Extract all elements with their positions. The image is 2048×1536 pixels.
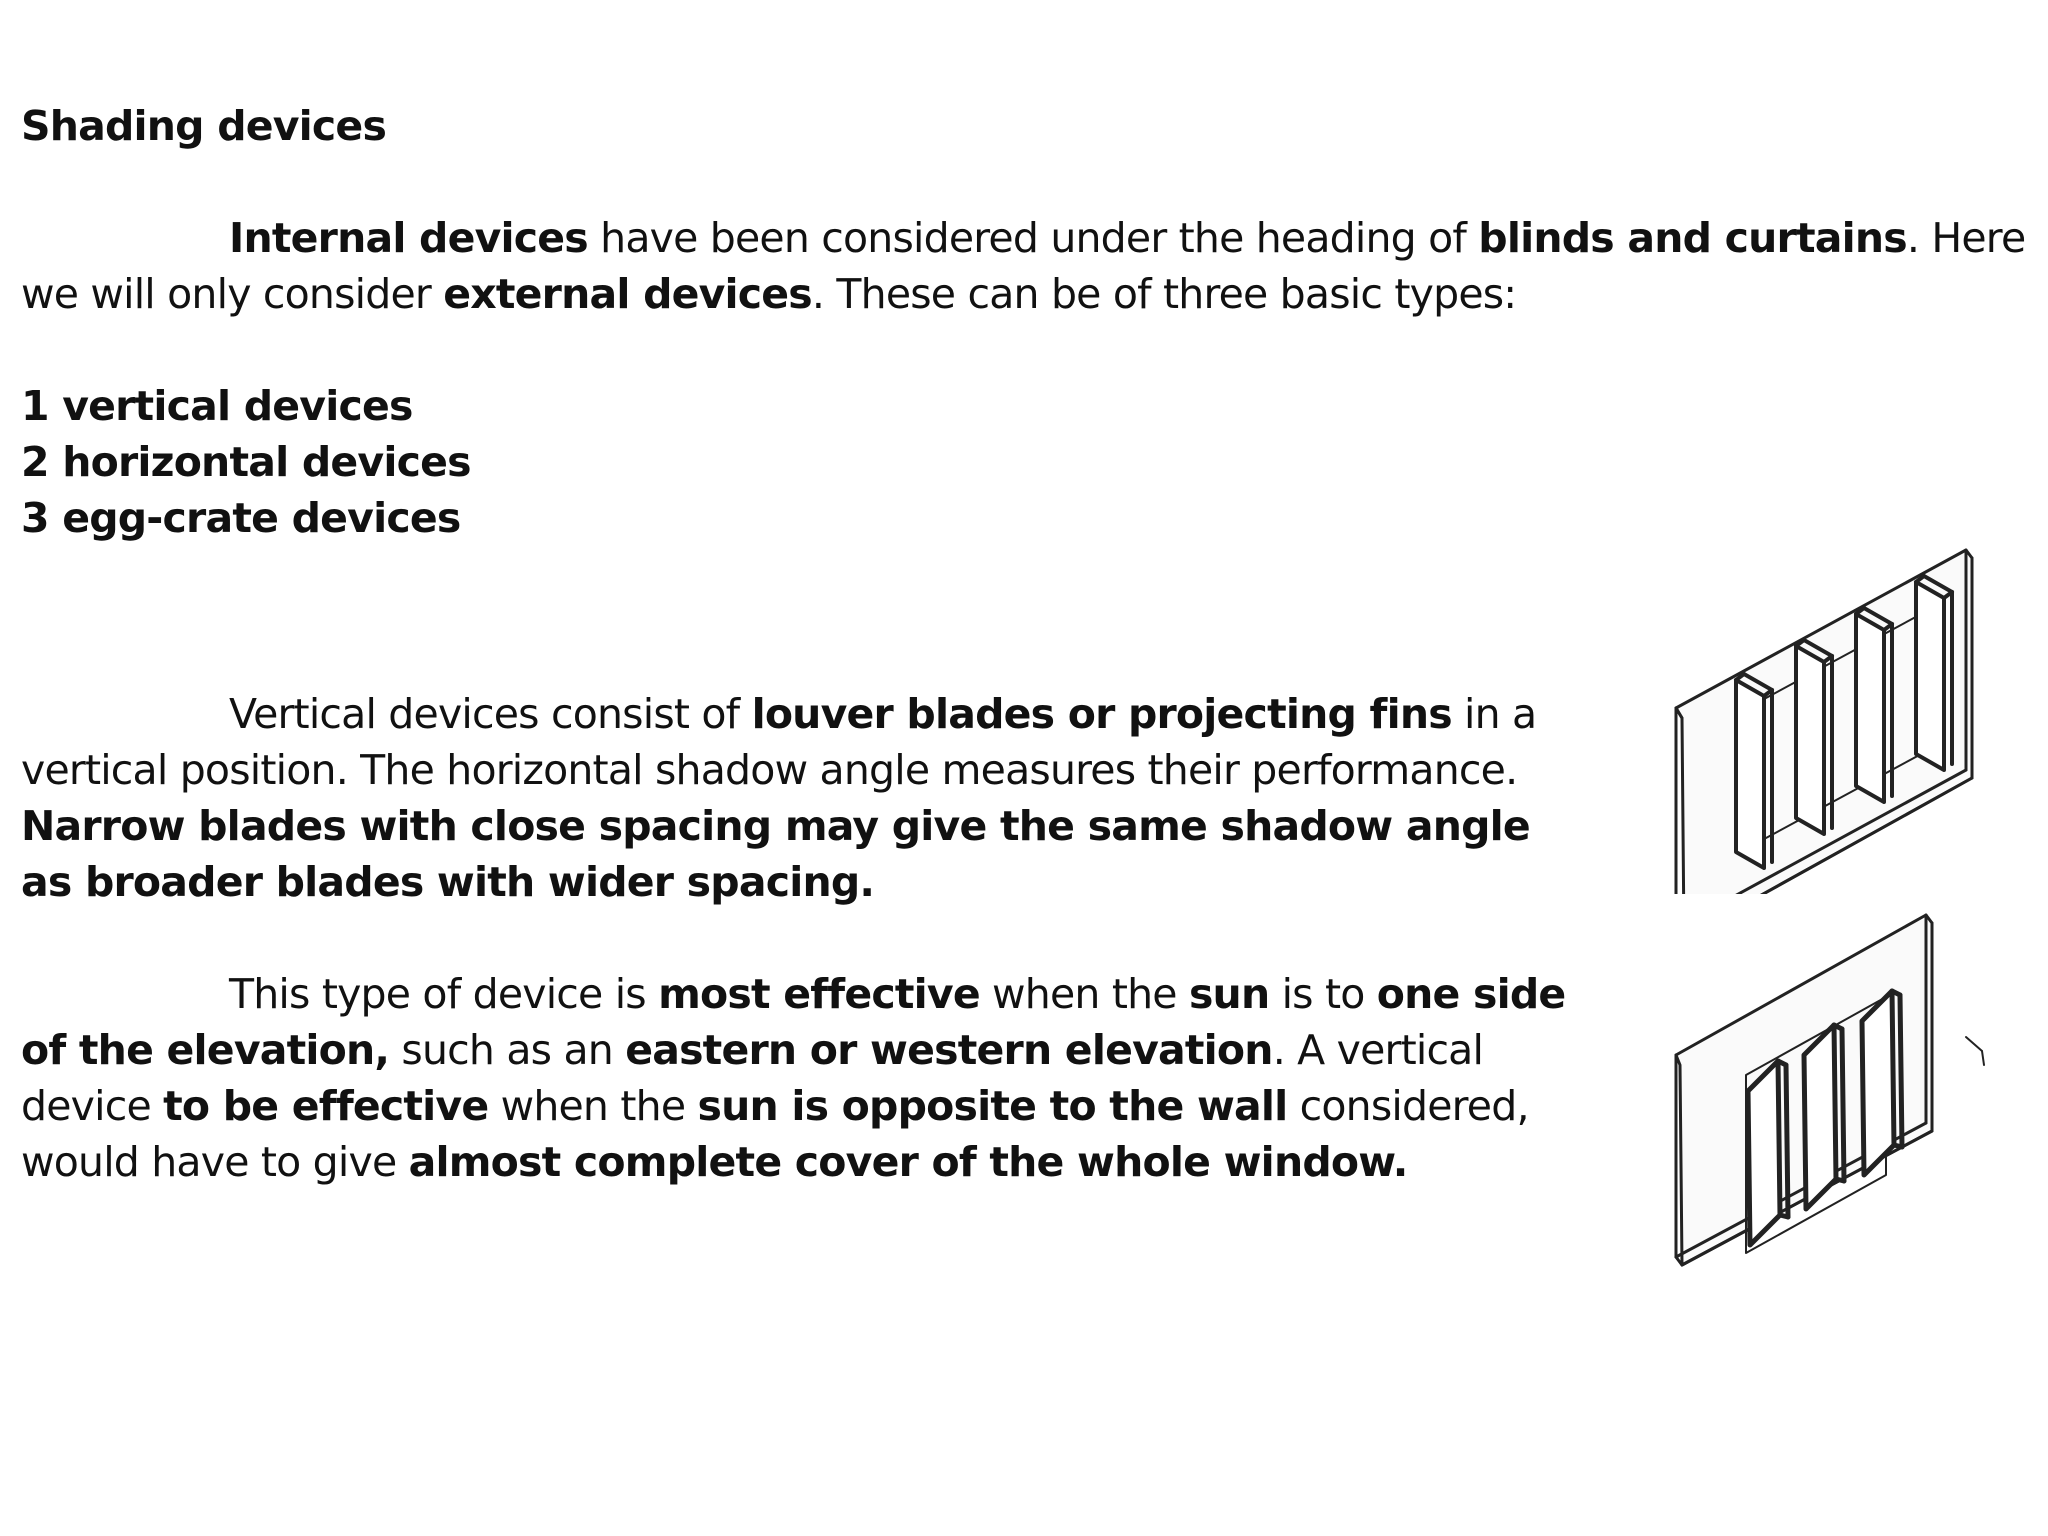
intro-text-1: have been considered under the heading of bbox=[587, 214, 1479, 262]
eff-one-side: one side of the elevation, bbox=[21, 970, 1566, 1074]
intro-paragraph bbox=[21, 210, 2031, 322]
intro-internal-devices: Internal devices bbox=[229, 214, 588, 262]
vertical-devices-paragraph bbox=[21, 686, 1581, 910]
eff-sun: sun bbox=[1188, 970, 1270, 1018]
eff-text-7: considered, would have to give bbox=[21, 1082, 1529, 1186]
vertical-fins-perpendicular-icon bbox=[1636, 528, 2008, 894]
page-title: Shading devices bbox=[21, 102, 387, 150]
eff-text-5: . A vertical device bbox=[21, 1026, 1484, 1130]
intro-text-2: . Here we will only consider bbox=[21, 214, 2026, 318]
list-item: 3 egg-crate devices bbox=[21, 494, 461, 542]
eff-text-2: when the bbox=[979, 970, 1189, 1018]
intro-blinds-curtains: blinds and curtains bbox=[1478, 214, 1907, 262]
vertical-louver-blades: louver blades or projecting fins bbox=[751, 690, 1452, 738]
eff-text-6: when the bbox=[488, 1082, 698, 1130]
effectiveness-paragraph bbox=[21, 966, 1581, 1190]
eff-sun-opposite: sun is opposite to the wall bbox=[697, 1082, 1288, 1130]
device-types-list bbox=[21, 378, 471, 546]
eff-text-3: is to bbox=[1269, 970, 1377, 1018]
vertical-fins-angled-icon bbox=[1636, 905, 2008, 1325]
vertical-narrow-blades: Narrow blades with close spacing may give the same shadow angle as broader blades with wider spacing. bbox=[21, 802, 1530, 906]
list-item: 1 vertical devices bbox=[21, 382, 413, 430]
eff-east-west: eastern or western elevation bbox=[625, 1026, 1273, 1074]
eff-text-4: such as an bbox=[389, 1026, 626, 1074]
eff-most-effective: most effective bbox=[658, 970, 980, 1018]
intro-text-3: . These can be of three basic types: bbox=[811, 270, 1517, 318]
vertical-text-1: Vertical devices consist of bbox=[229, 690, 752, 738]
list-item: 2 horizontal devices bbox=[21, 438, 471, 486]
eff-text-1: This type of device is bbox=[229, 970, 659, 1018]
vertical-text-2: in a vertical position. The horizontal shadow angle measures their performance. bbox=[21, 690, 1537, 794]
eff-to-be-effective: to be effective bbox=[163, 1082, 489, 1130]
eff-complete-cover: almost complete cover of the whole window. bbox=[408, 1138, 1408, 1186]
intro-external-devices: external devices bbox=[443, 270, 812, 318]
